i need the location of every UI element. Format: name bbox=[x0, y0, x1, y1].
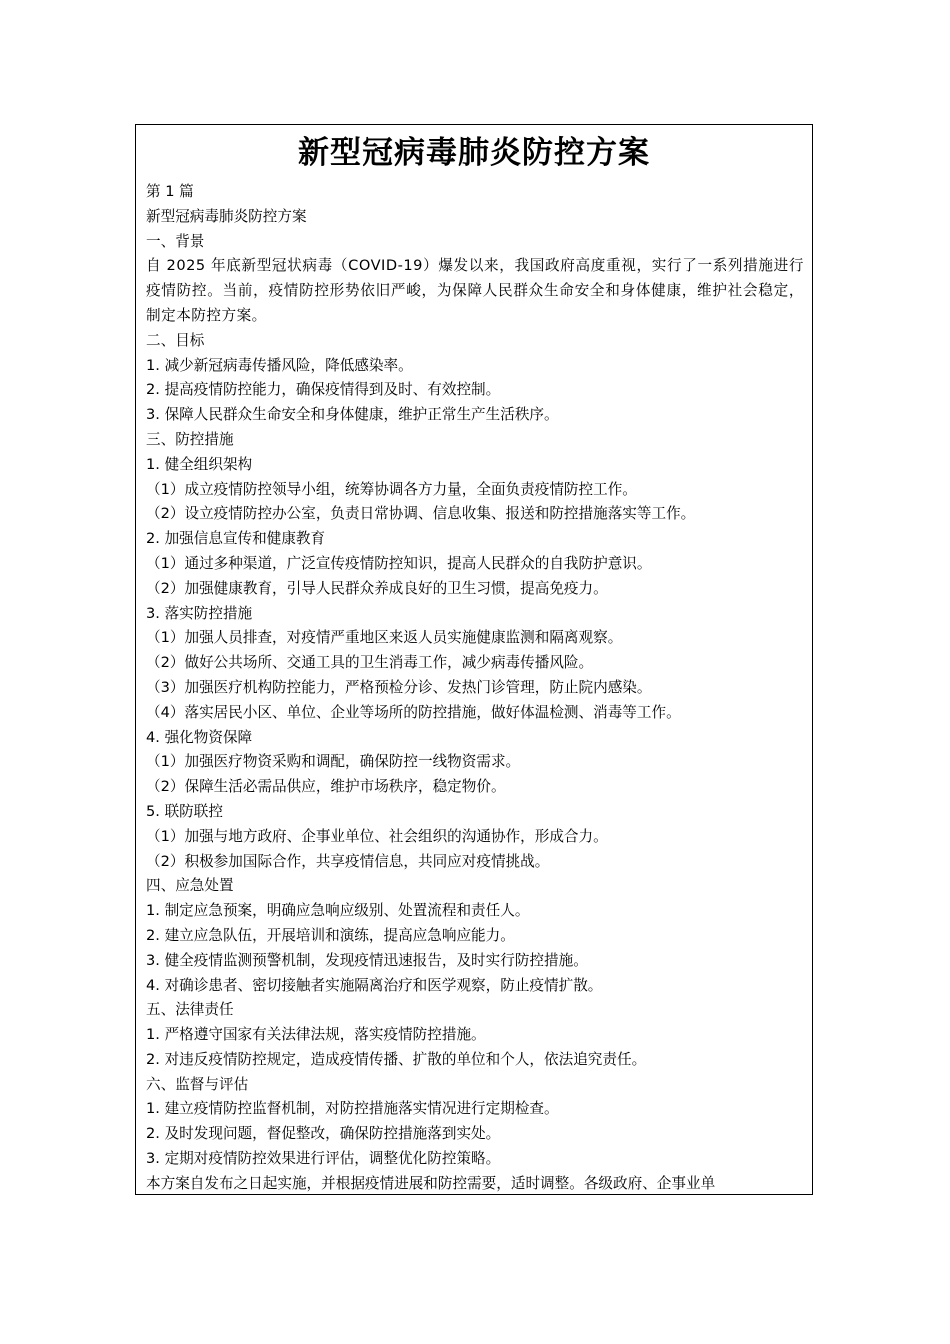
measure-item: （1）成立疫情防控领导小组，统筹协调各方力量，全面负责疫情防控工作。 bbox=[146, 480, 637, 498]
section-heading-emergency: 四、应急处置 bbox=[146, 877, 234, 895]
goal-item: 2. 提高疫情防控能力，确保疫情得到及时、有效控制。 bbox=[146, 381, 501, 399]
measure-item: （3）加强医疗机构防控能力，严格预检分诊、发热门诊管理，防止院内感染。 bbox=[146, 678, 652, 696]
measure-item: （2）做好公共场所、交通工具的卫生消毒工作，减少病毒传播风险。 bbox=[146, 654, 594, 672]
goal-item: 1. 减少新冠病毒传播风险，降低感染率。 bbox=[146, 356, 413, 374]
legal-item: 2. 对违反疫情防控规定，造成疫情传播、扩散的单位和个人，依法追究责任。 bbox=[146, 1050, 647, 1068]
legal-item: 1. 严格遵守国家有关法律法规，落实疫情防控措施。 bbox=[146, 1026, 486, 1044]
measure-item: （1）通过多种渠道，广泛宣传疫情防控知识，提高人民群众的自我防护意识。 bbox=[146, 554, 652, 572]
document-subtitle: 新型冠病毒肺炎防控方案 bbox=[146, 207, 307, 225]
measure-item: （2）保障生活必需品供应，维护市场秩序，稳定物价。 bbox=[146, 778, 506, 796]
measure-group-title: 2. 加强信息宣传和健康教育 bbox=[146, 530, 326, 548]
supervision-item: 1. 建立疫情防控监督机制，对防控措施落实情况进行定期检查。 bbox=[146, 1100, 559, 1118]
section-heading-legal: 五、法律责任 bbox=[146, 1001, 234, 1019]
measure-group-title: 1. 健全组织架构 bbox=[146, 455, 253, 473]
emergency-item: 4. 对确诊患者、密切接触者实施隔离治疗和医学观察，防止疫情扩散。 bbox=[146, 976, 603, 994]
emergency-item: 2. 建立应急队伍，开展培训和演练，提高应急响应能力。 bbox=[146, 926, 515, 944]
document-body bbox=[136, 180, 812, 1195]
measure-item: （2）设立疫情防控办公室，负责日常协调、信息收集、报送和防控措施落实等工作。 bbox=[146, 505, 696, 523]
measure-item: （1）加强人员排查，对疫情严重地区来返人员实施健康监测和隔离观察。 bbox=[146, 629, 623, 647]
section-heading-supervision: 六、监督与评估 bbox=[146, 1075, 249, 1093]
background-paragraph: 自 2025 年底新型冠状病毒（COVID-19）爆发以来，我国政府高度重视，实行了一系列措施进行疫情防控。当前，疫情防控形势依旧严峻，为保障人民群众生命安全和身体健康，维护社会稳定，制定本防控方案。 bbox=[146, 257, 804, 324]
document-frame bbox=[135, 124, 813, 1195]
supervision-item: 3. 定期对疫情防控效果进行评估，调整优化防控策略。 bbox=[146, 1150, 501, 1168]
closing-paragraph: 本方案自发布之日起实施，并根据疫情进展和防控需要，适时调整。各级政府、企事业单 bbox=[146, 1174, 716, 1192]
emergency-item: 3. 健全疫情监测预警机制，发现疫情迅速报告，及时实行防控措施。 bbox=[146, 951, 588, 969]
supervision-item: 2. 及时发现问题，督促整改，确保防控措施落到实处。 bbox=[146, 1125, 501, 1143]
goal-item: 3. 保障人民群众生命安全和身体健康，维护正常生产生活秩序。 bbox=[146, 406, 559, 424]
section-heading-background: 一、背景 bbox=[146, 232, 205, 250]
measure-item: （4）落实居民小区、单位、企业等场所的防控措施，做好体温检测、消毒等工作。 bbox=[146, 703, 681, 721]
measure-item: （1）加强与地方政府、企事业单位、社会组织的沟通协作，形成合力。 bbox=[146, 827, 608, 845]
measure-item: （2）积极参加国际合作，共享疫情信息，共同应对疫情挑战。 bbox=[146, 852, 550, 870]
measure-group-title: 3. 落实防控措施 bbox=[146, 604, 253, 622]
measure-group-title: 5. 联防联控 bbox=[146, 802, 223, 820]
document-title: 新型冠病毒肺炎防控方案 bbox=[298, 135, 650, 171]
section-heading-goals: 二、目标 bbox=[146, 331, 205, 349]
section-heading-measures: 三、防控措施 bbox=[146, 430, 234, 448]
emergency-item: 1. 制定应急预案，明确应急响应级别、处置流程和责任人。 bbox=[146, 902, 530, 920]
measure-item: （2）加强健康教育，引导人民群众养成良好的卫生习惯，提高免疫力。 bbox=[146, 579, 608, 597]
measure-item: （1）加强医疗物资采购和调配，确保防控一线物资需求。 bbox=[146, 753, 521, 771]
chapter-label: 第 1 篇 bbox=[146, 183, 194, 200]
measure-group-title: 4. 强化物资保障 bbox=[146, 728, 253, 746]
